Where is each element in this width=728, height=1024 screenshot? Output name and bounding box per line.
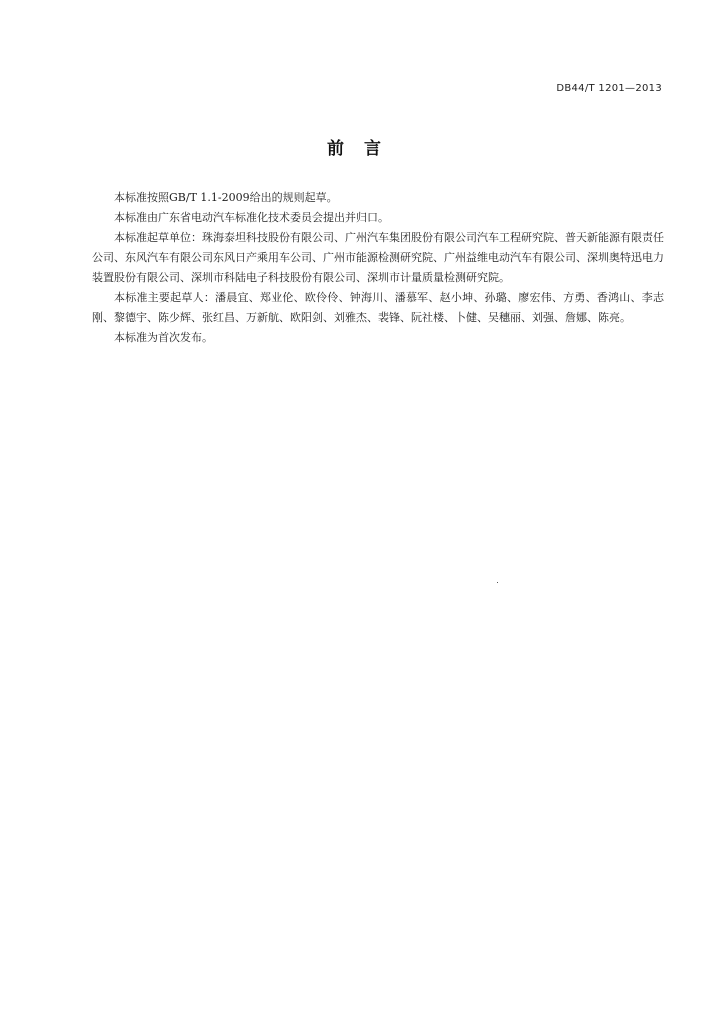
page-title: 前言: [327, 139, 401, 159]
paragraph-first-release: 本标准为首次发布。: [114, 331, 213, 344]
paragraph-drafting-units: 本标准起草单位：珠海泰坦科技股份有限公司、广州汽车集团股份有限公司汽车工程研究院、普天新能源有限责任公司、东风汽车有限公司东风日产乘用车公司、广州市能源检测研究院、广州益维电动汽车有限公司、深圳奥特迅电力装置股份有限公司、深圳市科陆电子科技股份有限公司、深圳市计量质量检测研究院。: [92, 231, 664, 284]
foreword-body: [92, 188, 664, 348]
paragraph-proposer: 本标准由广东省电动汽车标准化技术委员会提出并归口。: [114, 211, 389, 224]
document-code: DB44/T 1201—2013: [556, 83, 662, 94]
paragraph-drafting-rules: 本标准按照GB/T 1.1-2009给出的规则起草。: [114, 191, 338, 204]
paragraph-drafters: 本标准主要起草人：潘晨宜、郑业伦、欧伶伶、钟海川、潘慕军、赵小坤、孙璐、廖宏伟、方勇、香鸿山、李志刚、黎德宇、陈少辉、张红昌、万新航、欧阳剑、刘雅杰、裴锋、阮社楼、卜健、吴穗丽、刘强、詹娜、陈亮。: [92, 291, 664, 324]
scan-speck: [497, 582, 498, 583]
